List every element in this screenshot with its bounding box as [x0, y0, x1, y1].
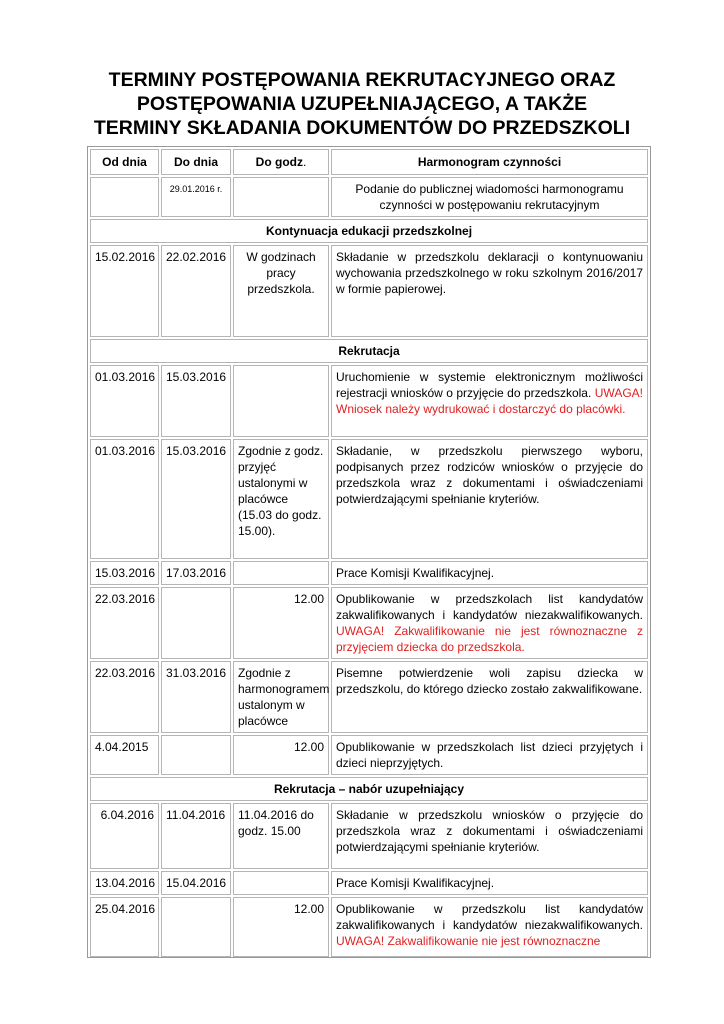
table-row: [90, 587, 648, 659]
header-schedule: Harmonogram czynności: [331, 149, 648, 175]
cell-from: 15.03.2016: [90, 561, 159, 585]
cell-activity: Podanie do publicznej wiadomości harmonogramu czynności w postępowaniu rekrutacyjnym: [331, 177, 648, 217]
section-row: [90, 219, 648, 243]
section-row: [90, 339, 648, 363]
cell-to: 15.04.2016: [161, 871, 231, 895]
section-title: Kontynuacja edukacji przedszkolnej: [90, 219, 648, 243]
table-row: [90, 735, 648, 775]
title-line: POSTĘPOWANIA UZUPEŁNIAJĄCEGO, A TAKŻE: [136, 93, 588, 115]
cell-activity: Składanie w przedszkolu wniosków o przyjęcie do przedszkola wraz z dokumentami i oświadczeniami potwierdzającymi spełnianie kryteriów.: [331, 803, 648, 869]
cell-from: 01.03.2016: [90, 439, 159, 559]
cell-time: 12.00: [233, 735, 329, 775]
cell-time: W godzinach pracy przedszkola.: [233, 245, 329, 337]
table-row: [90, 439, 648, 559]
table-header-row: [90, 149, 648, 175]
header-until: Do godz.: [233, 149, 329, 175]
cell-time: Zgodnie z harmonogramem ustalonym w placówce: [233, 661, 329, 733]
cell-activity: Prace Komisji Kwalifikacyjnej.: [331, 871, 648, 895]
cell-activity: Prace Komisji Kwalifikacyjnej.: [331, 561, 648, 585]
cell-to: 15.03.2016: [161, 365, 231, 437]
cell-to: [161, 587, 231, 659]
cell-from: [90, 177, 159, 217]
table-row: [90, 803, 648, 869]
cell-to: 29.01.2016 r.: [161, 177, 231, 217]
cell-activity: Opublikowanie w przedszkolach list dzieci przyjętych i dzieci nieprzyjętych.: [331, 735, 648, 775]
title-line: TERMINY SKŁADANIA DOKUMENTÓW DO PRZEDSZKOLI: [93, 117, 631, 139]
warning-text: UWAGA! Zakwalifikowanie nie jest równoznaczne: [336, 934, 601, 948]
cell-to: 17.03.2016: [161, 561, 231, 585]
cell-activity: Uruchomienie w systemie elektronicznym możliwości rejestracji wniosków o przyjęcie do przedszkola. UWAGA! Wniosek należy wydrukować i dostarczyć do placówki.: [331, 365, 648, 437]
cell-activity: Składanie w przedszkolu deklaracji o kontynuowaniu wychowania przedszkolnego w roku szkolnym 2016/2017 w formie papierowej.: [331, 245, 648, 337]
table-row: [90, 177, 648, 217]
cell-from: 15.02.2016: [90, 245, 159, 337]
cell-time: [233, 561, 329, 585]
section-row: [90, 777, 648, 801]
cell-time: Zgodnie z godz. przyjęć ustalonymi w placówce (15.03 do godz. 15.00).: [233, 439, 329, 559]
table-row: [90, 661, 648, 733]
cell-to: 15.03.2016: [161, 439, 231, 559]
cell-to: 22.02.2016: [161, 245, 231, 337]
warning-text: UWAGA! Zakwalifikowanie nie jest równoznaczne z przyjęciem dziecka do przedszkola.: [336, 624, 643, 654]
header-from: Od dnia: [90, 149, 159, 175]
section-title: Rekrutacja – nabór uzupełniający: [90, 777, 648, 801]
cell-from: 25.04.2016: [90, 897, 159, 957]
cell-from: 01.03.2016: [90, 365, 159, 437]
cell-from: 13.04.2016: [90, 871, 159, 895]
cell-time: 11.04.2016 do godz. 15.00: [233, 803, 329, 869]
cell-to: 31.03.2016: [161, 661, 231, 733]
cell-activity: Opublikowanie w przedszkolach list kandydatów zakwalifikowanych i kandydatów niezakwalifikowanych. UWAGA! Zakwalifikowanie nie jest równoznaczne z przyjęciem dziecka do przedszkola.: [331, 587, 648, 659]
cell-activity: Opublikowanie w przedszkolu list kandydatów zakwalifikowanych i kandydatów niezakwalifikowanych. UWAGA! Zakwalifikowanie nie jest równoznaczne: [331, 897, 648, 957]
warning-text: UWAGA! Wniosek należy wydrukować i dostarczyć do placówki.: [336, 386, 643, 416]
schedule-table-container: [87, 146, 651, 958]
cell-from: 22.03.2016: [90, 661, 159, 733]
cell-to: [161, 735, 231, 775]
cell-time: [233, 365, 329, 437]
table-row: [90, 897, 648, 957]
cell-from: 4.04.2015: [90, 735, 159, 775]
cell-time: [233, 177, 329, 217]
cell-activity: Składanie, w przedszkolu pierwszego wyboru, podpisanych przez rodziców wniosków o przyjęcie do przedszkola wraz z dokumentami i oświadczeniami potwierdzającymi spełnianie kryteriów.: [331, 439, 648, 559]
title-line: TERMINY POSTĘPOWANIA REKRUTACYJNEGO ORAZ: [108, 69, 616, 91]
page-title: [40, 68, 684, 140]
section-title: Rekrutacja: [90, 339, 648, 363]
cell-time: [233, 871, 329, 895]
cell-to: 11.04.2016: [161, 803, 231, 869]
cell-time: 12.00: [233, 897, 329, 957]
table-row: [90, 871, 648, 895]
cell-activity: Pisemne potwierdzenie woli zapisu dziecka w przedszkolu, do którego dziecko zostało zakwalifikowane.: [331, 661, 648, 733]
table-row: [90, 561, 648, 585]
header-to: Do dnia: [161, 149, 231, 175]
cell-from: 22.03.2016: [90, 587, 159, 659]
schedule-table: [88, 147, 650, 958]
table-row: [90, 245, 648, 337]
table-row: [90, 365, 648, 437]
cell-time: 12.00: [233, 587, 329, 659]
cell-from: 6.04.2016: [90, 803, 159, 869]
cell-to: [161, 897, 231, 957]
